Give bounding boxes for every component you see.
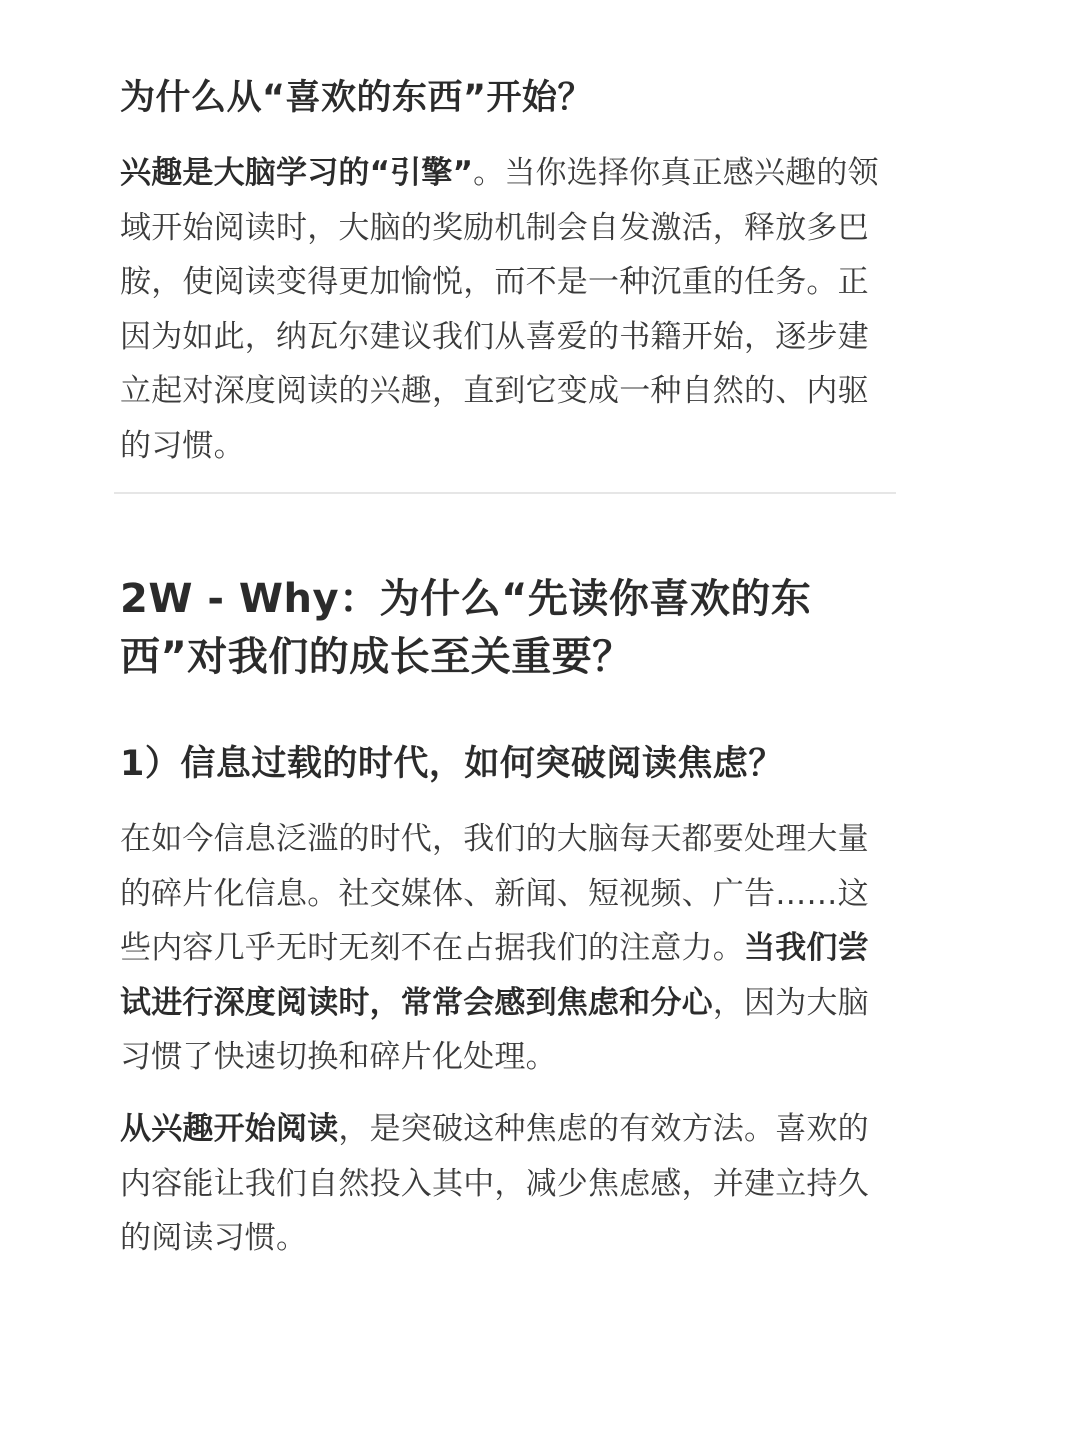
- bold-phrase: 当我们尝试进行深度阅读时，常常会感到焦虑和分心: [120, 930, 869, 1021]
- paragraph-information-overload: [120, 812, 885, 1085]
- section-heading-2w-why: 2W - Why：为什么“先读你喜欢的东西”对我们的成长至关重要？: [120, 576, 812, 680]
- bold-phrase: 兴趣是大脑学习的“引擎”: [120, 155, 474, 191]
- paragraph-text: ，是突破这种焦虑的有效方法。喜欢的内容能让我们自然投入其中，减少焦虑感，并建立持久的阅读习惯。: [120, 1111, 869, 1256]
- paragraph-text: 在如今信息泛滥的时代，我们的大脑每天都要处理大量的碎片化信息。社交媒体、新闻、短视频、广告……这些内容几乎无时无刻不在占据我们的注意力。: [120, 821, 869, 966]
- paragraph-text: ，因为大脑习惯了快速切换和碎片化处理。: [120, 984, 869, 1075]
- section-heading-why-favorites: 为什么从“喜欢的东西”开始？: [120, 78, 594, 118]
- bold-phrase: 从兴趣开始阅读: [120, 1111, 339, 1147]
- subheading-information-overload: 1）信息过载的时代，如何突破阅读焦虑？: [120, 744, 784, 784]
- paragraph-text: 。当你选择你真正感兴趣的领域开始阅读时，大脑的奖励机制会自发激活，释放多巴胺，使阅读变得更加愉悦，而不是一种沉重的任务。正因为如此，纳瓦尔建议我们从喜爱的书籍开始，逐步建立起对深度阅读的兴趣，直到它变成一种自然的、内驱的习惯。: [120, 155, 879, 464]
- paragraph-start-from-interest: [120, 1102, 885, 1266]
- paragraph-interest-engine: [120, 146, 885, 473]
- section-divider: [114, 492, 896, 494]
